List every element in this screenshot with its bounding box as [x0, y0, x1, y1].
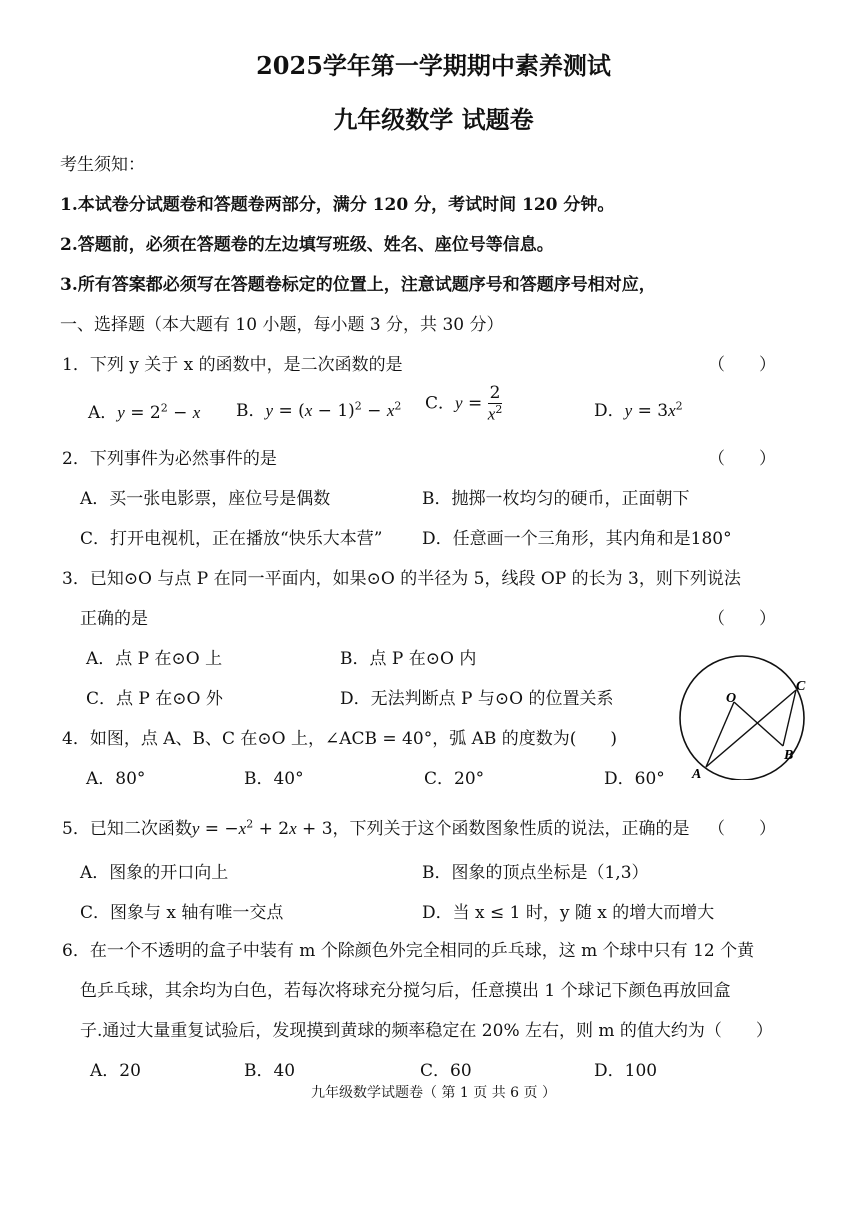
question-6-line-3: 子.通过大量重复试验后，发现摸到黄球的频率稳定在 20% 左右，则 m 的值大约为（ ） [80, 1021, 773, 1041]
circle-figure [668, 650, 818, 780]
segment-cb [783, 690, 796, 746]
question-4-option-a: A．80° [86, 769, 146, 789]
notice-item-3: 3.所有答案都必须写在答题卷标定的位置上，注意试题序号和答题序号相对应， [60, 275, 656, 295]
math-expression: y [265, 401, 274, 420]
question-4-option-c: C．20° [424, 769, 485, 789]
question-6-option-c: C．60 [420, 1061, 472, 1081]
question-1-option-b: B．$y = (x - 1)^2 - x^2$ [236, 399, 402, 421]
notice-heading: 考生须知： [60, 155, 145, 175]
question-2-option-d: D．任意画一个三角形，其内角和是180° [422, 529, 732, 549]
label-a: A [692, 767, 702, 780]
math-expression: y [191, 819, 200, 838]
option-label: C． [425, 393, 456, 414]
question-3-stem-continued: 正确的是 [80, 609, 148, 629]
question-5-option-b: B．图象的顶点坐标是（1,3） [422, 863, 649, 883]
option-label: B． [236, 401, 266, 421]
question-5-option-a: A．图象的开口向上 [80, 863, 229, 883]
question-6-option-b: B．40 [244, 1061, 296, 1081]
option-label: A． [88, 403, 118, 423]
question-6-line-1: 6．在一个不透明的盒子中装有 m 个除颜色外完全相同的乒乓球，这 m 个球中只有 12 个黄 [62, 941, 755, 961]
question-5-answer-paren: （ ） [708, 819, 776, 839]
question-5-option-d: D．当 x ≤ 1 时，y 随 x 的增大而增大 [422, 903, 715, 923]
section-heading: 一、选择题（本大题有 10 小题，每小题 3 分，共 30 分） [60, 315, 504, 335]
segment-ob [734, 702, 783, 746]
question-5-option-c: C．图象与 x 轴有唯一交点 [80, 903, 284, 923]
label-b: B [784, 748, 794, 763]
question-5-stem-suffix: ，下列关于这个函数图象性质的说法，正确的是 [332, 819, 690, 839]
question-3-answer-paren: （ ） [708, 609, 776, 629]
question-1-stem: 1．下列 y 关于 x 的函数中，是二次函数的是 [62, 355, 403, 375]
question-5-stem-prefix: 5．已知二次函数 [62, 819, 192, 839]
math-expression: y [455, 393, 463, 413]
question-4-option-b: B．40° [244, 769, 304, 789]
question-4-stem: 4．如图，点 A、B、C 在⊙O 上，∠ACB = 40°，弧 AB 的度数为( ) [62, 729, 618, 749]
math-expression: y [117, 403, 125, 422]
segment-oa [706, 702, 734, 767]
question-3-option-d: D．无法判断点 P 与⊙O 的位置关系 [340, 689, 614, 709]
question-2-option-a: A．买一张电影票，座位号是偶数 [80, 489, 331, 509]
exam-subtitle: 九年级数学 试题卷 [333, 105, 534, 134]
question-6-line-2: 色乒乓球，其余均为白色，若每次将球充分搅匀后，任意摸出 1 个球记下颜色再放回盒 [80, 981, 731, 1001]
label-c: C [796, 679, 806, 694]
question-1-answer-paren: （ ） [708, 355, 776, 375]
question-6-option-a: A．20 [90, 1061, 141, 1081]
exam-title: 2025学年第一学期期中素养测试 [256, 51, 611, 80]
segment-ac [706, 690, 796, 767]
option-label: D． [594, 401, 625, 421]
question-2-option-c: C．打开电视机，正在播放“快乐大本营” [80, 529, 383, 549]
question-2-answer-paren: （ ） [708, 449, 776, 469]
question-3-option-b: B．点 P 在⊙O 内 [340, 649, 477, 669]
question-3-option-a: A．点 P 在⊙O 上 [86, 649, 223, 669]
question-5-stem: 5．已知二次函数$y = -x^2 + 2x + 3$，下列关于这个函数图象性质的说法，正确的是 [62, 817, 690, 839]
question-1-option-d: D．$y = 3x^2$ [594, 399, 683, 421]
question-1-option-a: A．$y = 2^2 - x$ [88, 401, 201, 423]
math-expression: y [624, 401, 633, 420]
question-2-option-b: B．抛掷一枚均匀的硬币，正面朝下 [422, 489, 690, 509]
question-2-stem: 2．下列事件为必然事件的是 [62, 449, 277, 469]
notice-item-1: 1.本试卷分试题卷和答题卷两部分，满分 120 分，考试时间 120 分钟。 [60, 195, 615, 215]
label-o: O [726, 691, 737, 706]
question-6-option-d: D．100 [594, 1061, 658, 1081]
page-footer: 九年级数学试题卷（ 第 1 页 共 6 页 ） [311, 1085, 556, 1101]
question-1-option-c: C．y = $\frac{2}{x^2}$ [425, 383, 503, 424]
notice-item-2: 2.答题前，必须在答题卷的左边填写班级、姓名、座位号等信息。 [60, 235, 554, 255]
question-3-stem: 3．已知⊙O 与点 P 在同一平面内，如果⊙O 的半径为 5，线段 OP 的长为 3，则下列说法 [62, 569, 741, 589]
question-3-option-c: C．点 P 在⊙O 外 [86, 689, 223, 709]
question-4-option-d: D．60° [604, 769, 665, 789]
